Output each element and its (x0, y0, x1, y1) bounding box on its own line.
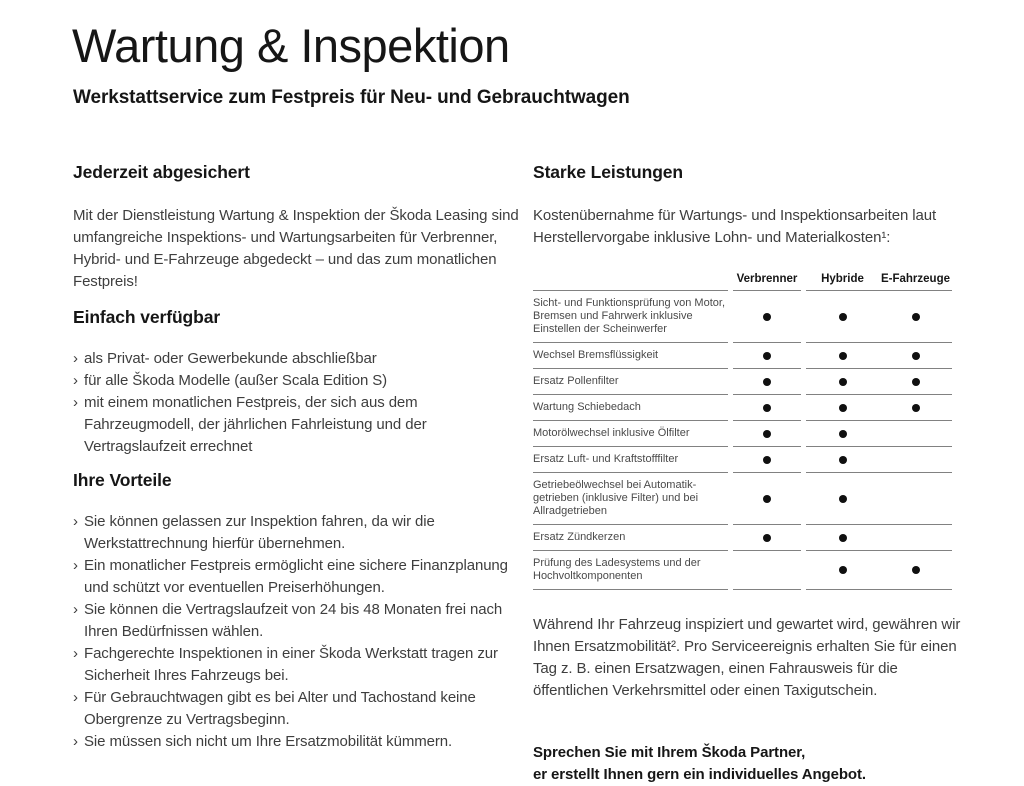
left-column (73, 152, 521, 753)
coverage-dot (839, 534, 847, 542)
chevron-bullet-icon: › (73, 372, 78, 389)
service-label: Wartung Schiebedach (533, 395, 728, 421)
coverage-cell (733, 551, 801, 590)
table-row (533, 551, 952, 590)
chevron-bullet-icon: › (73, 689, 78, 706)
coverage-cell-group (806, 291, 952, 343)
coverage-dot (763, 534, 771, 542)
coverage-dot (912, 378, 920, 386)
coverage-cell-group (806, 551, 952, 590)
coverage-dot (912, 566, 920, 574)
bullet-text: als Privat- oder Gewerbekunde abschließbar (84, 350, 377, 367)
coverage-cell (733, 421, 801, 447)
bullet-item (73, 348, 521, 370)
service-label: Ersatz Pollenfilter (533, 369, 728, 395)
table-row (533, 343, 952, 369)
bullet-item (73, 643, 521, 687)
paragraph-jederzeit: Mit der Dienstleistung Wartung & Inspektion der Škoda Leasing sind umfangreiche Inspektions- und Wartungsarbeiten für Verbrenner, Hybrid- und E-Fahrzeuge abgedeckt – und das zum monatlichen Festpreis! (73, 207, 519, 290)
bullet-item (73, 370, 521, 392)
coverage-dot (763, 404, 771, 412)
bullet-item (73, 511, 521, 555)
table-row (533, 421, 952, 447)
coverage-cell (733, 343, 801, 369)
column-header-verbrenner: Verbrenner (733, 271, 801, 291)
coverage-cell (733, 291, 801, 343)
heading-starke-leistungen: Starke Leistungen (533, 162, 684, 182)
service-label: Prüfung des Ladesystems und der Hochvoltkomponenten (533, 551, 728, 590)
bullet-text: Sie können gelassen zur Inspektion fahren, da wir die Werkstattrechnung hierfür übernehmen. (84, 513, 435, 552)
table-row (533, 369, 952, 395)
chevron-bullet-icon: › (73, 645, 78, 662)
chevron-bullet-icon: › (73, 601, 78, 618)
bullet-text: Für Gebrauchtwagen gibt es bei Alter und Tachostand keine Obergrenze zu Vertragsbeginn. (84, 689, 476, 728)
chevron-bullet-icon: › (73, 350, 78, 367)
bullet-text: Ein monatlicher Festpreis ermöglicht eine sichere Finanzplanung und schützt vor eventuellen Preiserhöhungen. (84, 557, 508, 596)
service-label: Motorölwechsel inklusive Ölfilter (533, 421, 728, 447)
coverage-cell-group (806, 343, 952, 369)
table-row (533, 473, 952, 525)
table-row (533, 447, 952, 473)
service-label: Sicht- und Funktionsprüfung von Motor, Bremsen und Fahrwerk inklusive Einstellen der Scheinwerfer (533, 291, 728, 343)
cta-text (533, 742, 965, 786)
coverage-dot (839, 313, 847, 321)
bullet-text: Sie können die Vertragslaufzeit von 24 bis 48 Monaten frei nach Ihren Bedürfnissen wählen. (84, 601, 503, 640)
table-header-row (533, 271, 952, 291)
bullet-item (73, 731, 521, 753)
bullet-list-einfach-verfuegbar (73, 348, 521, 458)
coverage-dot (839, 404, 847, 412)
paragraph-kostenuebernahme: Kostenübernahme für Wartungs- und Inspektionsarbeiten laut Herstellervorgabe inklusive Lohn- und Materialkosten¹: (533, 207, 937, 246)
coverage-dot (839, 456, 847, 464)
bullet-item (73, 392, 521, 458)
service-label: Wechsel Bremsflüssigkeit (533, 343, 728, 369)
page-subtitle: Werkstattservice zum Festpreis für Neu- und Gebrauchtwagen (73, 87, 630, 108)
cta-line-1: Sprechen Sie mit Ihrem Škoda Partner, (533, 744, 806, 761)
coverage-dot (912, 404, 920, 412)
coverage-cell (733, 369, 801, 395)
coverage-cell-group (806, 421, 952, 447)
table-header-group (806, 271, 952, 291)
heading-ihre-vorteile: Ihre Vorteile (73, 470, 172, 490)
coverage-dot (839, 430, 847, 438)
coverage-dot (912, 352, 920, 360)
column-header-efahrzeuge: E-Fahrzeuge (880, 273, 950, 285)
chevron-bullet-icon: › (73, 394, 78, 411)
table-row (533, 395, 952, 421)
coverage-dot (763, 456, 771, 464)
heading-jederzeit-abgesichert: Jederzeit abgesichert (73, 162, 250, 182)
coverage-dot (763, 313, 771, 321)
coverage-dot (839, 566, 847, 574)
coverage-cell-group (806, 525, 952, 551)
bullet-item (73, 555, 521, 599)
coverage-dot (763, 495, 771, 503)
coverage-dot (839, 352, 847, 360)
bullet-item (73, 687, 521, 731)
service-label: Ersatz Luft- und Kraftstofffilter (533, 447, 728, 473)
coverage-cell (733, 395, 801, 421)
coverage-cell-group (806, 369, 952, 395)
chevron-bullet-icon: › (73, 557, 78, 574)
coverage-cell-group (806, 395, 952, 421)
right-column (533, 152, 965, 786)
bullet-text: mit einem monatlichen Festpreis, der sich aus dem Fahrzeugmodell, der jährlichen Fahrleistung und der Vertragslaufzeit errechnet (84, 394, 427, 455)
coverage-dot (912, 313, 920, 321)
table-row (533, 525, 952, 551)
bullet-text: Sie müssen sich nicht um Ihre Ersatzmobilität kümmern. (84, 733, 453, 750)
coverage-dot (763, 378, 771, 386)
table-row (533, 291, 952, 343)
bullet-text: für alle Škoda Modelle (außer Scala Edition S) (84, 372, 388, 389)
service-label: Ersatz Zündkerzen (533, 525, 728, 551)
paragraph-ersatzmobilitaet: Während Ihr Fahrzeug inspiziert und gewartet wird, gewähren wir Ihnen Ersatzmobilität². Pro Serviceereignis erhalten Sie für einen Tag z. B. einen Ersatzwagen, einen Fahrausweis für die öffentlichen Verkehrsmittel oder einen Taxigutschein. (533, 616, 961, 699)
chevron-bullet-icon: › (73, 513, 78, 530)
coverage-cell (733, 525, 801, 551)
bullet-list-ihre-vorteile (73, 511, 521, 753)
bullet-text: Fachgerechte Inspektionen in einer Škoda Werkstatt tragen zur Sicherheit Ihres Fahrzeugs bei. (84, 645, 498, 684)
cta-line-2: er erstellt Ihnen gern ein individuelles Angebot. (533, 766, 866, 783)
page-title: Wartung & Inspektion (72, 19, 510, 72)
coverage-cell-group (806, 447, 952, 473)
coverage-dot (763, 352, 771, 360)
heading-einfach-verfuegbar: Einfach verfügbar (73, 307, 221, 327)
coverage-cell (733, 447, 801, 473)
coverage-cell (733, 473, 801, 525)
coverage-dot (839, 378, 847, 386)
bullet-item (73, 599, 521, 643)
coverage-dot (839, 495, 847, 503)
column-header-hybride: Hybride (821, 273, 864, 285)
table-header-empty (533, 271, 728, 291)
coverage-dot (763, 430, 771, 438)
chevron-bullet-icon: › (73, 733, 78, 750)
service-label: Getriebeölwechsel bei Automatikgetrieben (inklusive Filter) und bei Allradgetrieben (533, 473, 728, 525)
coverage-cell-group (806, 473, 952, 525)
services-coverage-table (533, 271, 952, 590)
